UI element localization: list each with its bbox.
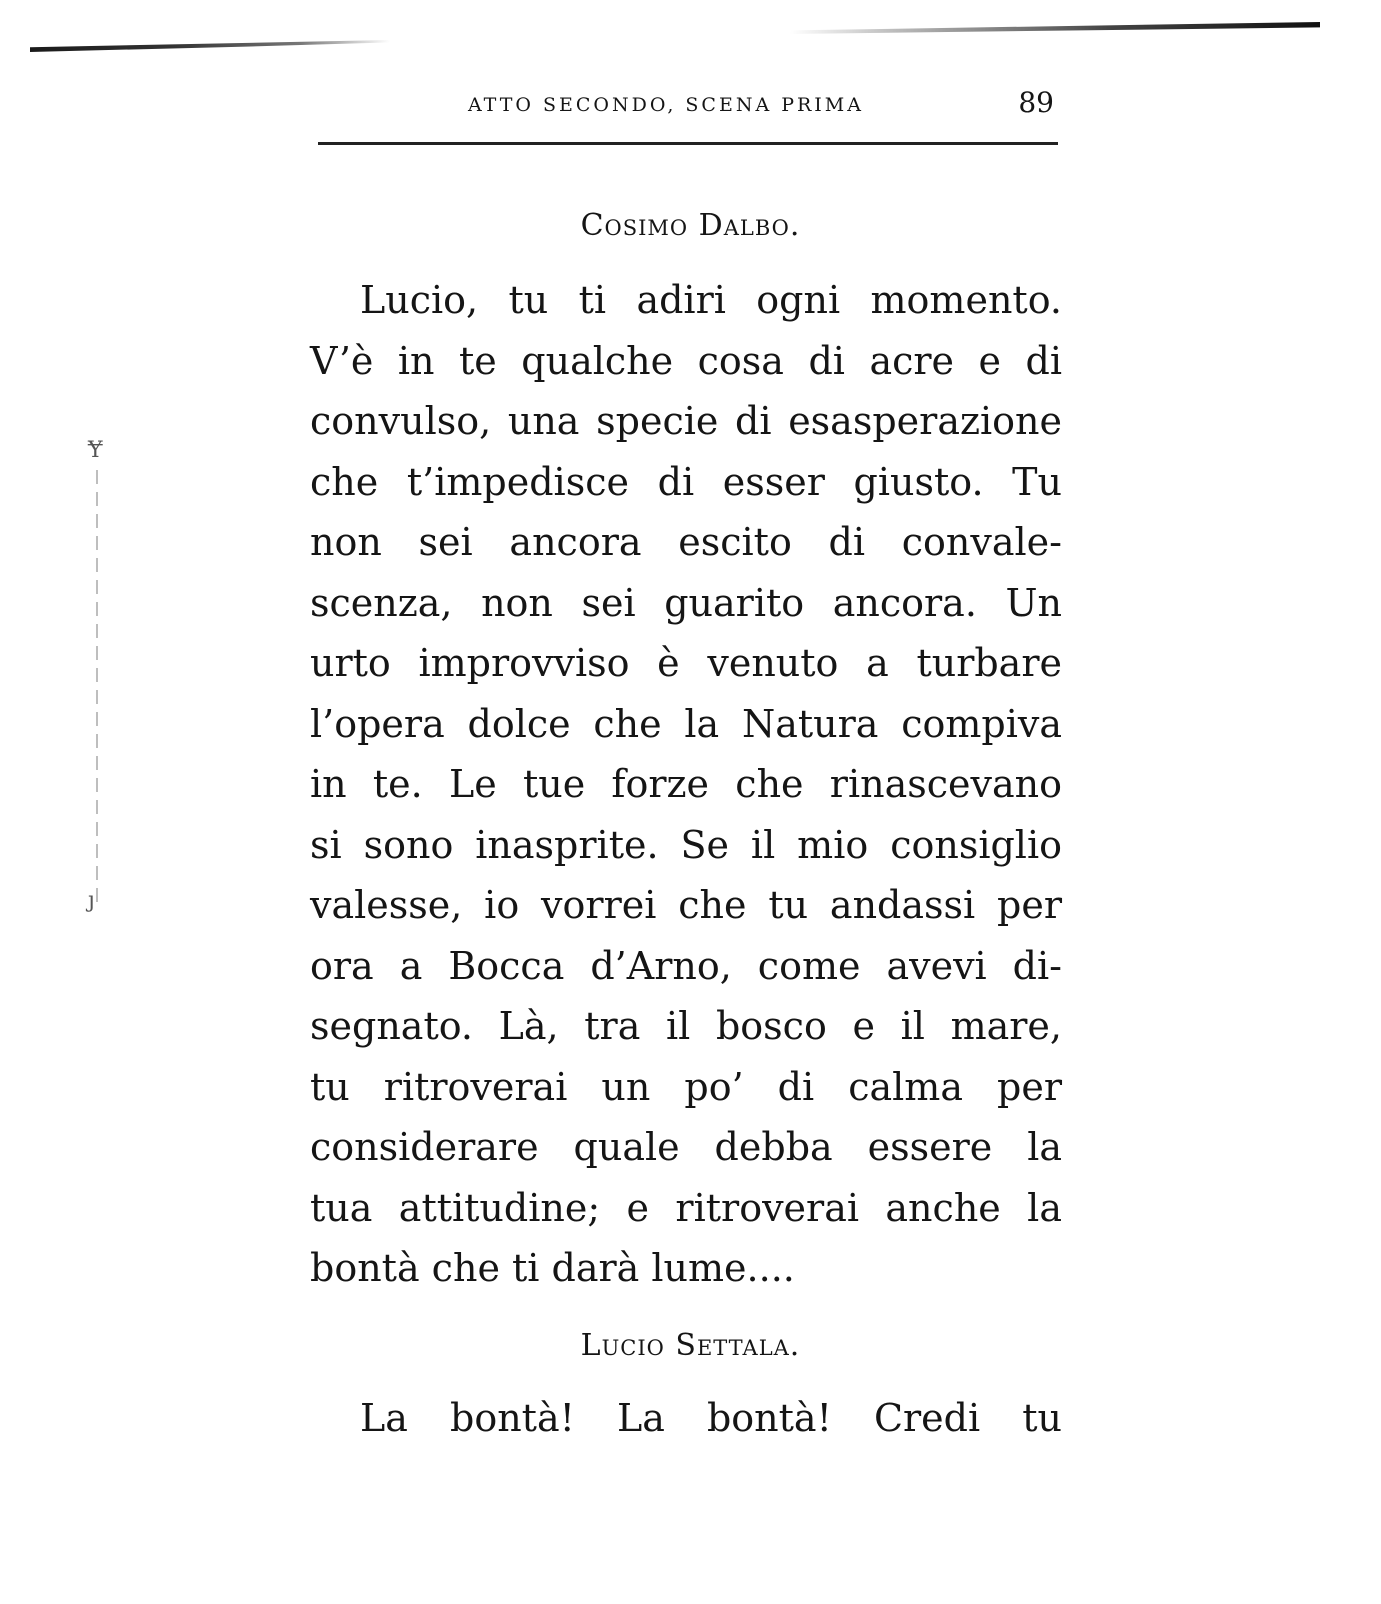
margin-bracket-top-icon: Ɏ — [88, 438, 103, 463]
text-line: valesse, io vorrei che tu andassi per — [310, 883, 1062, 927]
running-title: ATTO SECONDO, SCENA PRIMA — [468, 94, 864, 116]
text-line: ora a Bocca d’Arno, come avevi di- — [310, 943, 1062, 988]
speech-block — [310, 1388, 1062, 1449]
text-line: V’è in te qualche cosa di acre e di — [310, 338, 1062, 383]
text-line: l’opera dolce che la Natura compiva — [310, 701, 1062, 746]
speaker-name: Cosimo Dalbo. — [580, 208, 801, 243]
text-line: Lucio, tu ti adiri ogni momento. — [360, 278, 1062, 322]
text-line: La bontà! La bontà! Credi tu — [360, 1396, 1062, 1440]
text-line: urto improvviso è venuto a turbare — [310, 641, 1062, 685]
running-head — [318, 86, 1070, 126]
text-line: tu ritroverai un po’ di calma per — [310, 1064, 1062, 1109]
header-rule — [318, 142, 1058, 145]
text-line: segnato. Là, tra il bosco e il mare, — [310, 1004, 1062, 1048]
text-line: bontà che ti darà lume.... — [310, 1246, 795, 1290]
text-line: che t’impedisce di esser giusto. Tu — [310, 459, 1062, 504]
page-number: 89 — [1018, 86, 1054, 119]
scan-edge-shadow-left — [30, 40, 390, 52]
text-line: scenza, non sei guarito ancora. Un — [310, 580, 1062, 625]
text-line: convulso, una specie di esasperazione — [310, 399, 1062, 443]
speaker-name: Lucio Settala. — [580, 1328, 801, 1363]
margin-bracket-bottom-icon: ȷ — [88, 888, 95, 913]
speech-block — [310, 270, 1062, 1299]
text-line: considerare quale debba essere la — [310, 1125, 1062, 1169]
text-line: non sei ancora escito di convale- — [310, 520, 1062, 564]
text-line: in te. Le tue forze che rinascevano — [310, 762, 1062, 806]
margin-pencil-line — [96, 470, 98, 910]
text-line: si sono inasprite. Se il mio consiglio — [310, 822, 1062, 867]
text-line: tua attitudine; e ritroverai anche la — [310, 1185, 1062, 1230]
scan-edge-shadow-right — [790, 22, 1320, 34]
